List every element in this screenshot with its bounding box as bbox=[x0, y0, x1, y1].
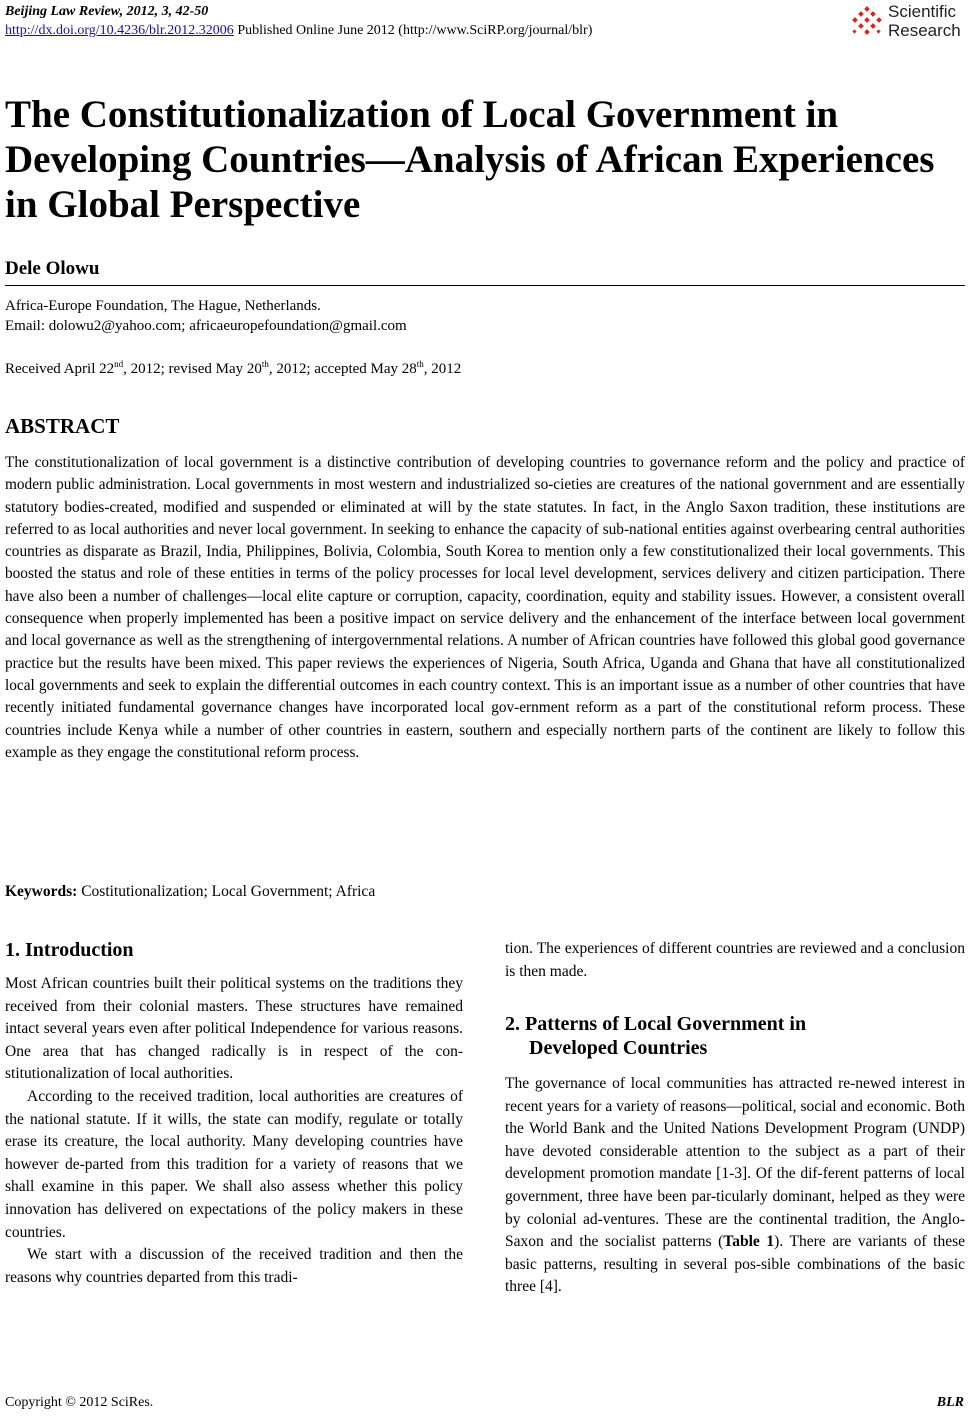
left-column bbox=[5, 973, 463, 1289]
author-divider bbox=[5, 285, 965, 286]
publisher-logo bbox=[850, 2, 968, 42]
received-sup: nd bbox=[114, 359, 124, 369]
abstract-heading: ABSTRACT bbox=[5, 414, 120, 438]
journal-name: Beijing Law Review bbox=[5, 4, 120, 19]
scientific-research-logo-icon bbox=[850, 6, 884, 40]
doi-line bbox=[5, 22, 592, 40]
right-column-continuation bbox=[505, 938, 965, 983]
section-2-heading-line-1: 2. Patterns of Local Government in bbox=[505, 1013, 807, 1035]
journal-citation bbox=[5, 3, 208, 21]
intro-paragraph-2: According to the received tradition, local authorities are creatures of the national statute. If it wills, the state can modify, regulate or totally erase its creature, the local authority. Many developing countries have however de-parted from this tradition for a variety of reasons that we shall examine in this paper. We shall also assess whether this policy innovation has delivered on expectations of the policy makers in these countries. bbox=[5, 1087, 463, 1241]
keywords-list: Costitutionalization; Local Government; Africa bbox=[77, 883, 376, 900]
title-line-1: The Constitutionalization of Local Government in bbox=[5, 93, 839, 136]
section-2-body bbox=[505, 1073, 965, 1299]
received-text: Received April 22 bbox=[5, 361, 115, 377]
revised-text: , 2012; revised May 20 bbox=[123, 361, 262, 377]
received-dates bbox=[5, 354, 461, 379]
intro-paragraph-1: Most African countries built their political systems on the traditions they received from their colonial masters. These structures have remained intact several years even after political Independence for various reasons. One area that has changed radically is in respect of the con-stitutionalization of local authorities. bbox=[5, 975, 463, 1083]
logo-text bbox=[888, 2, 961, 40]
paper-title bbox=[5, 92, 960, 227]
accepted-text: , 2012; accepted May 28 bbox=[268, 361, 417, 377]
table-1-reference[interactable]: Table 1 bbox=[723, 1233, 775, 1251]
keywords bbox=[5, 883, 375, 901]
intro-continuation: tion. The experiences of different countries are reviewed and a conclusion is then made. bbox=[505, 940, 965, 980]
section-2-heading-line-2: Developed Countries bbox=[529, 1037, 708, 1059]
doi-link[interactable]: http://dx.doi.org/10.4236/blr.2012.32006 bbox=[5, 23, 234, 38]
footer-journal: BLR bbox=[936, 1395, 964, 1410]
author-name: Dele Olowu bbox=[5, 258, 100, 279]
intro-paragraph-3: We start with a discussion of the received tradition and then the reasons why countries departed from this tradi- bbox=[5, 1246, 463, 1286]
logo-line-1: Scientific bbox=[888, 2, 957, 21]
accepted-sup: th bbox=[416, 359, 424, 369]
revised-sup: th bbox=[261, 359, 269, 369]
title-line-3: in Global Perspective bbox=[5, 183, 361, 226]
author-email: Email: dolowu2@yahoo.com; africaeuropefoundation@gmail.com bbox=[5, 318, 407, 334]
logo-line-2: Research bbox=[888, 21, 961, 40]
section-2-heading bbox=[505, 1012, 965, 1060]
section-2-text-b: ). There are variants of these basic patterns, resulting in several pos-sible combinations of the basic three [4]. bbox=[505, 1233, 965, 1296]
journal-volume: , 2012, 3, 42-50 bbox=[119, 4, 209, 19]
keywords-label: Keywords: bbox=[5, 883, 78, 900]
year-text: , 2012 bbox=[423, 361, 462, 377]
footer-copyright: Copyright © 2012 SciRes. bbox=[5, 1395, 154, 1410]
section-2-paragraph-1 bbox=[505, 1073, 965, 1299]
affiliation: Africa-Europe Foundation, The Hague, Netherlands. bbox=[5, 298, 321, 314]
section-1-heading: 1. Introduction bbox=[5, 939, 134, 961]
affiliation-block bbox=[5, 296, 407, 336]
section-2-text-a: The governance of local communities has attracted re-newed interest in recent years for a variety of reasons—political, social and economic. Both the World Bank and the United Nations Development Program (UNDP) have devoted considerable attention to the subject as a part of their development promotion mandate [1-3]. Of the dif-ferent patterns of local government, three have been par-ticularly dominant, helped as they were by colonial ad-ventures. These are the continental tradition, the Anglo-Saxon and the socialist patterns ( bbox=[505, 1075, 965, 1251]
title-line-2: Developing Countries—Analysis of African Experiences bbox=[5, 138, 935, 181]
abstract-text: The constitutionalization of local government is a distinctive contribution of developing countries to governance reform and the policy and practice of modern public administration. Local governments in most western and industrialized so-cieties are creatures of the national government and are essentially statutory bodies-created, modified and suspended or eliminated at will by the state statutes. In fact, in the Anglo Saxon tradition, these institutions are referred to as local authorities and never local government. In seeking to enhance the capacity of sub-national entities against overbearing central authorities countries as disparate as Brazil, India, Philippines, Bolivia, Colombia, South Korea to mention only a few constitutionalized their local governments. This boosted the status and role of these entities in terms of the policy processes for local level development, services delivery and citizen participation. There have also been a number of challenges—local elite capture or corruption, capacity, coordination, equity and stability issues. However, a consistent overall consequence when properly implemented has been a positive impact on service delivery and the enhancement of the interface between local government and local governance as well as the strengthening of intergovernmental relations. A number of African countries have followed this global good governance practice but the results have been mixed. This paper reviews the experiences of Nigeria, South Africa, Uganda and Ghana that have all constitutionalized local governments and seek to explain the differential outcomes in each country context. This is an important issue as a number of other countries that have recently initiated fundamental governance changes have incorporated local gov-ernment reform as a part of the constitutional reform process. These countries include Kenya while a number of other countries in eastern, southern and especially northern parts of the continent are likely to follow this example as they engage the constitutional reform process. bbox=[5, 454, 965, 761]
published-info: Published Online June 2012 (http://www.SciRP.org/journal/blr) bbox=[233, 23, 593, 38]
